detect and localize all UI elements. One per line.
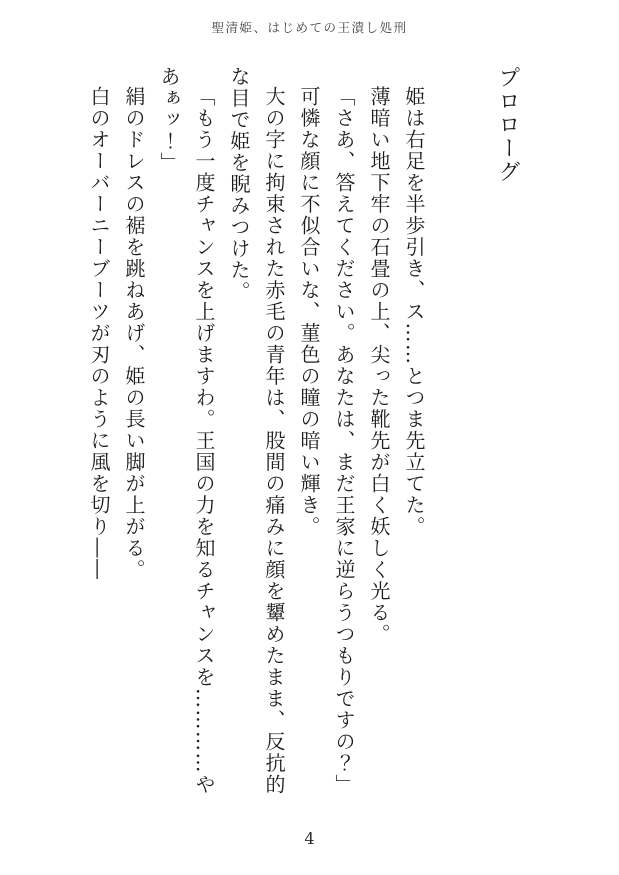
running-header-book-title: 聖清姫、はじめての王潰し処刑	[211, 21, 408, 35]
paragraph: 大の字に拘束された赤毛の青年は、股間の痛みに顔を顰めたまま、反抗的な目で姫を睨みつけた。	[227, 66, 286, 796]
paragraph: 白のオーバーニーブーツが刃のように風を切り――	[87, 86, 111, 581]
paragraph: 姫は右足を半歩引き、ス……とつま先立てた。	[402, 86, 426, 538]
paragraph: 可憐な顔に不似合いな、菫色の瞳の暗い輝き。	[297, 86, 321, 538]
paragraph: 「もう一度チャンスを上げますわ。王国の力を知るチャンスを…………やあぁッ！」	[157, 66, 216, 796]
paragraph: 薄暗い地下牢の石畳の上、尖った靴先が白く妖しく光る。	[367, 86, 391, 645]
text-body	[81, 66, 525, 798]
page-number: 4	[304, 829, 315, 848]
paragraph: 「さあ、答えてください。あなたは、まだ王家に逆らうつもりですの？」	[332, 86, 356, 796]
chapter-heading: プロローグ	[495, 66, 520, 184]
paragraph: 絹のドレスの裾を跳ねあげ、姫の長い脚が上がる。	[122, 86, 146, 581]
